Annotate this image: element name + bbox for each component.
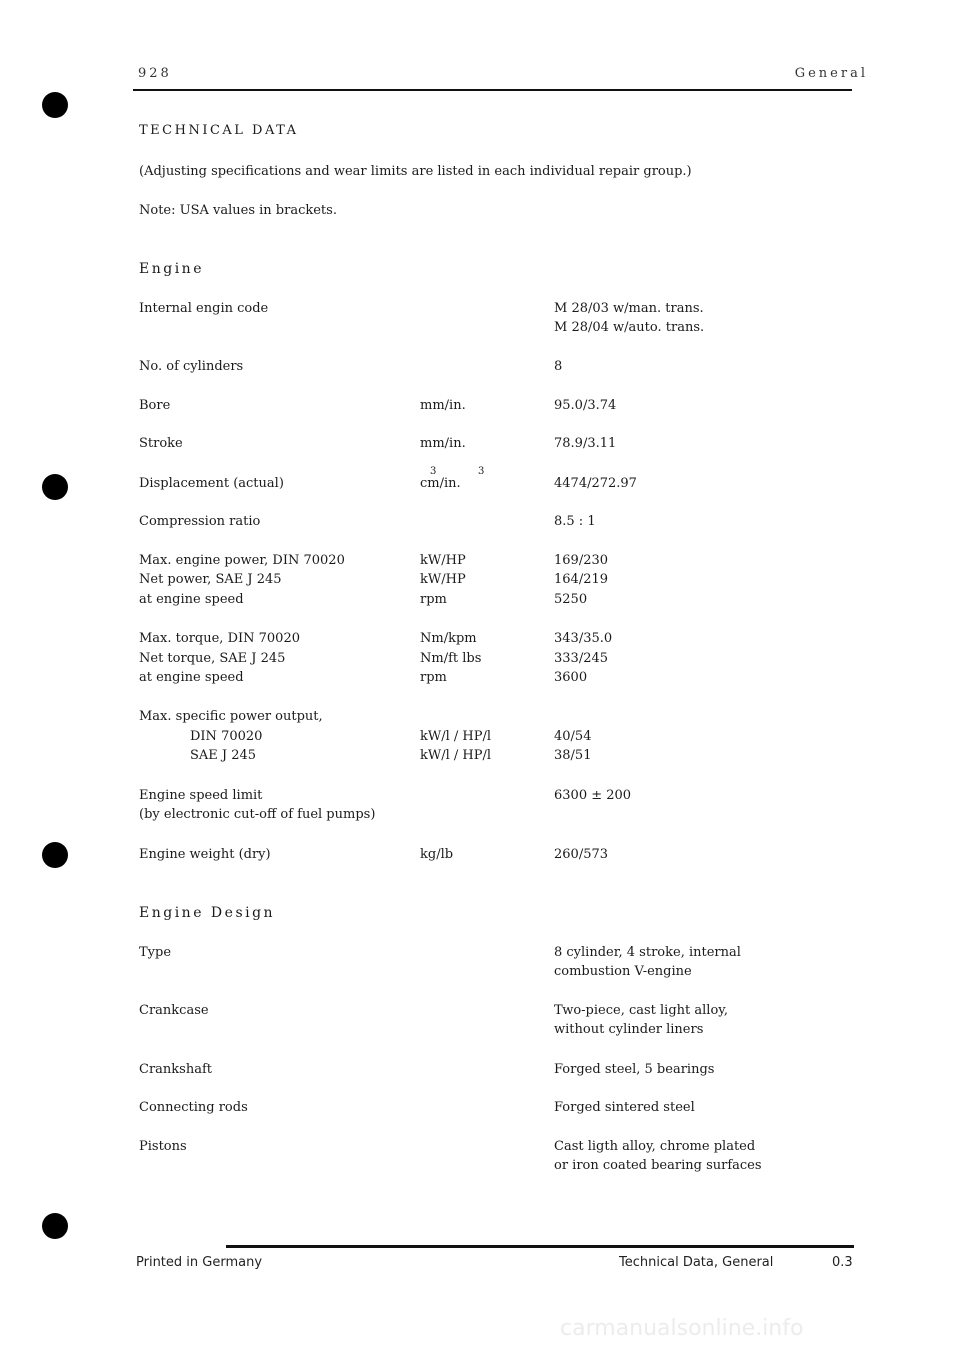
spec-label-torque-din: Max. torque, DIN 70020 <box>139 631 300 646</box>
spec-value-specific-sae: 38/51 <box>554 748 592 763</box>
adjusting-note: (Adjusting specifications and wear limits are listed in each individual repair group.) <box>139 164 692 179</box>
spec-value-torque-sae: 333/245 <box>554 651 609 666</box>
spec-label-cylinders: No. of cylinders <box>139 359 244 374</box>
design-value-pistons-2: or iron coated bearing surfaces <box>554 1158 762 1173</box>
design-value-rods: Forged sintered steel <box>554 1100 695 1115</box>
spec-value-torque-speed: 3600 <box>554 670 588 685</box>
header-rule <box>133 89 852 91</box>
spec-label-power-speed: at engine speed <box>139 592 244 607</box>
spec-value-power-din: 169/230 <box>554 553 609 568</box>
design-label-pistons: Pistons <box>139 1139 187 1154</box>
spec-value-bore: 95.0/3.74 <box>554 398 617 413</box>
spec-label-stroke: Stroke <box>139 436 183 451</box>
binder-hole-3 <box>42 842 68 868</box>
spec-unit-torque-speed: rpm <box>420 670 447 685</box>
spec-unit-torque-din: Nm/kpm <box>420 631 477 646</box>
design-label-crankshaft: Crankshaft <box>139 1062 212 1077</box>
spec-label-torque-speed: at engine speed <box>139 670 244 685</box>
engine-design-heading: Engine Design <box>139 905 276 921</box>
spec-label-power-sae: Net power, SAE J 245 <box>139 572 282 587</box>
spec-unit-power-speed: rpm <box>420 592 447 607</box>
spec-value-internal-code-2: M 28/04 w/auto. trans. <box>554 320 705 335</box>
usa-note: Note: USA values in brackets. <box>139 203 337 218</box>
spec-value-power-speed: 5250 <box>554 592 588 607</box>
binder-hole-2 <box>42 474 68 500</box>
spec-label-specific-power: Max. specific power output, <box>139 709 323 724</box>
spec-unit-bore: mm/in. <box>420 398 466 413</box>
spec-label-internal-code: Internal engin code <box>139 301 269 316</box>
superscript-cm: 3 <box>430 466 437 477</box>
footer-printed: Printed in Germany <box>136 1255 263 1270</box>
spec-label-bore: Bore <box>139 398 171 413</box>
design-value-type-1: 8 cylinder, 4 stroke, internal <box>554 945 741 960</box>
spec-label-torque-sae: Net torque, SAE J 245 <box>139 651 286 666</box>
design-label-rods: Connecting rods <box>139 1100 248 1115</box>
page-title: TECHNICAL DATA <box>139 123 299 138</box>
spec-label-specific-sae: SAE J 245 <box>190 748 257 763</box>
design-value-crankshaft: Forged steel, 5 bearings <box>554 1062 715 1077</box>
spec-value-stroke: 78.9/3.11 <box>554 436 617 451</box>
spec-value-cylinders: 8 <box>554 359 563 374</box>
design-value-crankcase-2: without cylinder liners <box>554 1022 704 1037</box>
binder-hole-4 <box>42 1213 68 1239</box>
spec-unit-stroke: mm/in. <box>420 436 466 451</box>
header-section: General <box>794 66 868 81</box>
spec-label-power-din: Max. engine power, DIN 70020 <box>139 553 345 568</box>
engine-heading: Engine <box>139 261 204 277</box>
spec-label-speed-limit: Engine speed limit <box>139 788 263 803</box>
footer-section: Technical Data, General <box>619 1255 774 1270</box>
spec-value-speed-limit: 6300 ± 200 <box>554 788 632 803</box>
spec-unit-torque-sae: Nm/ft lbs <box>420 651 482 666</box>
spec-label-weight: Engine weight (dry) <box>139 847 271 862</box>
header-model: 928 <box>138 66 172 81</box>
design-label-crankcase: Crankcase <box>139 1003 209 1018</box>
footer-page: 0.3 <box>832 1255 853 1270</box>
spec-unit-weight: kg/lb <box>420 847 454 862</box>
superscript-in: 3 <box>478 466 485 477</box>
spec-label-displacement: Displacement (actual) <box>139 476 284 491</box>
spec-value-compression: 8.5 : 1 <box>554 514 596 529</box>
design-label-type: Type <box>139 945 172 960</box>
unit-cm: cm <box>420 476 440 491</box>
spec-value-displacement: 4474/272.97 <box>554 476 637 491</box>
spec-label-specific-din: DIN 70020 <box>190 729 263 744</box>
footer-rule <box>226 1245 854 1248</box>
watermark: carmanualsonline.info <box>560 1316 804 1341</box>
spec-unit-specific-din: kW/l / HP/l <box>420 729 492 744</box>
design-value-pistons-1: Cast ligth alloy, chrome plated <box>554 1139 756 1154</box>
design-value-type-2: combustion V-engine <box>554 964 692 979</box>
unit-in: /in. <box>439 476 461 491</box>
spec-unit-power-din: kW/HP <box>420 553 466 568</box>
spec-value-specific-din: 40/54 <box>554 729 592 744</box>
spec-label-compression: Compression ratio <box>139 514 261 529</box>
spec-unit-specific-sae: kW/l / HP/l <box>420 748 492 763</box>
binder-hole-1 <box>42 92 68 118</box>
spec-value-weight: 260/573 <box>554 847 609 862</box>
spec-value-internal-code-1: M 28/03 w/man. trans. <box>554 301 704 316</box>
spec-value-torque-din: 343/35.0 <box>554 631 613 646</box>
spec-label-speed-limit-note: (by electronic cut-off of fuel pumps) <box>139 807 376 822</box>
spec-unit-displacement <box>420 466 485 494</box>
design-value-crankcase-1: Two-piece, cast light alloy, <box>554 1003 729 1018</box>
spec-unit-power-sae: kW/HP <box>420 572 466 587</box>
spec-value-power-sae: 164/219 <box>554 572 609 587</box>
